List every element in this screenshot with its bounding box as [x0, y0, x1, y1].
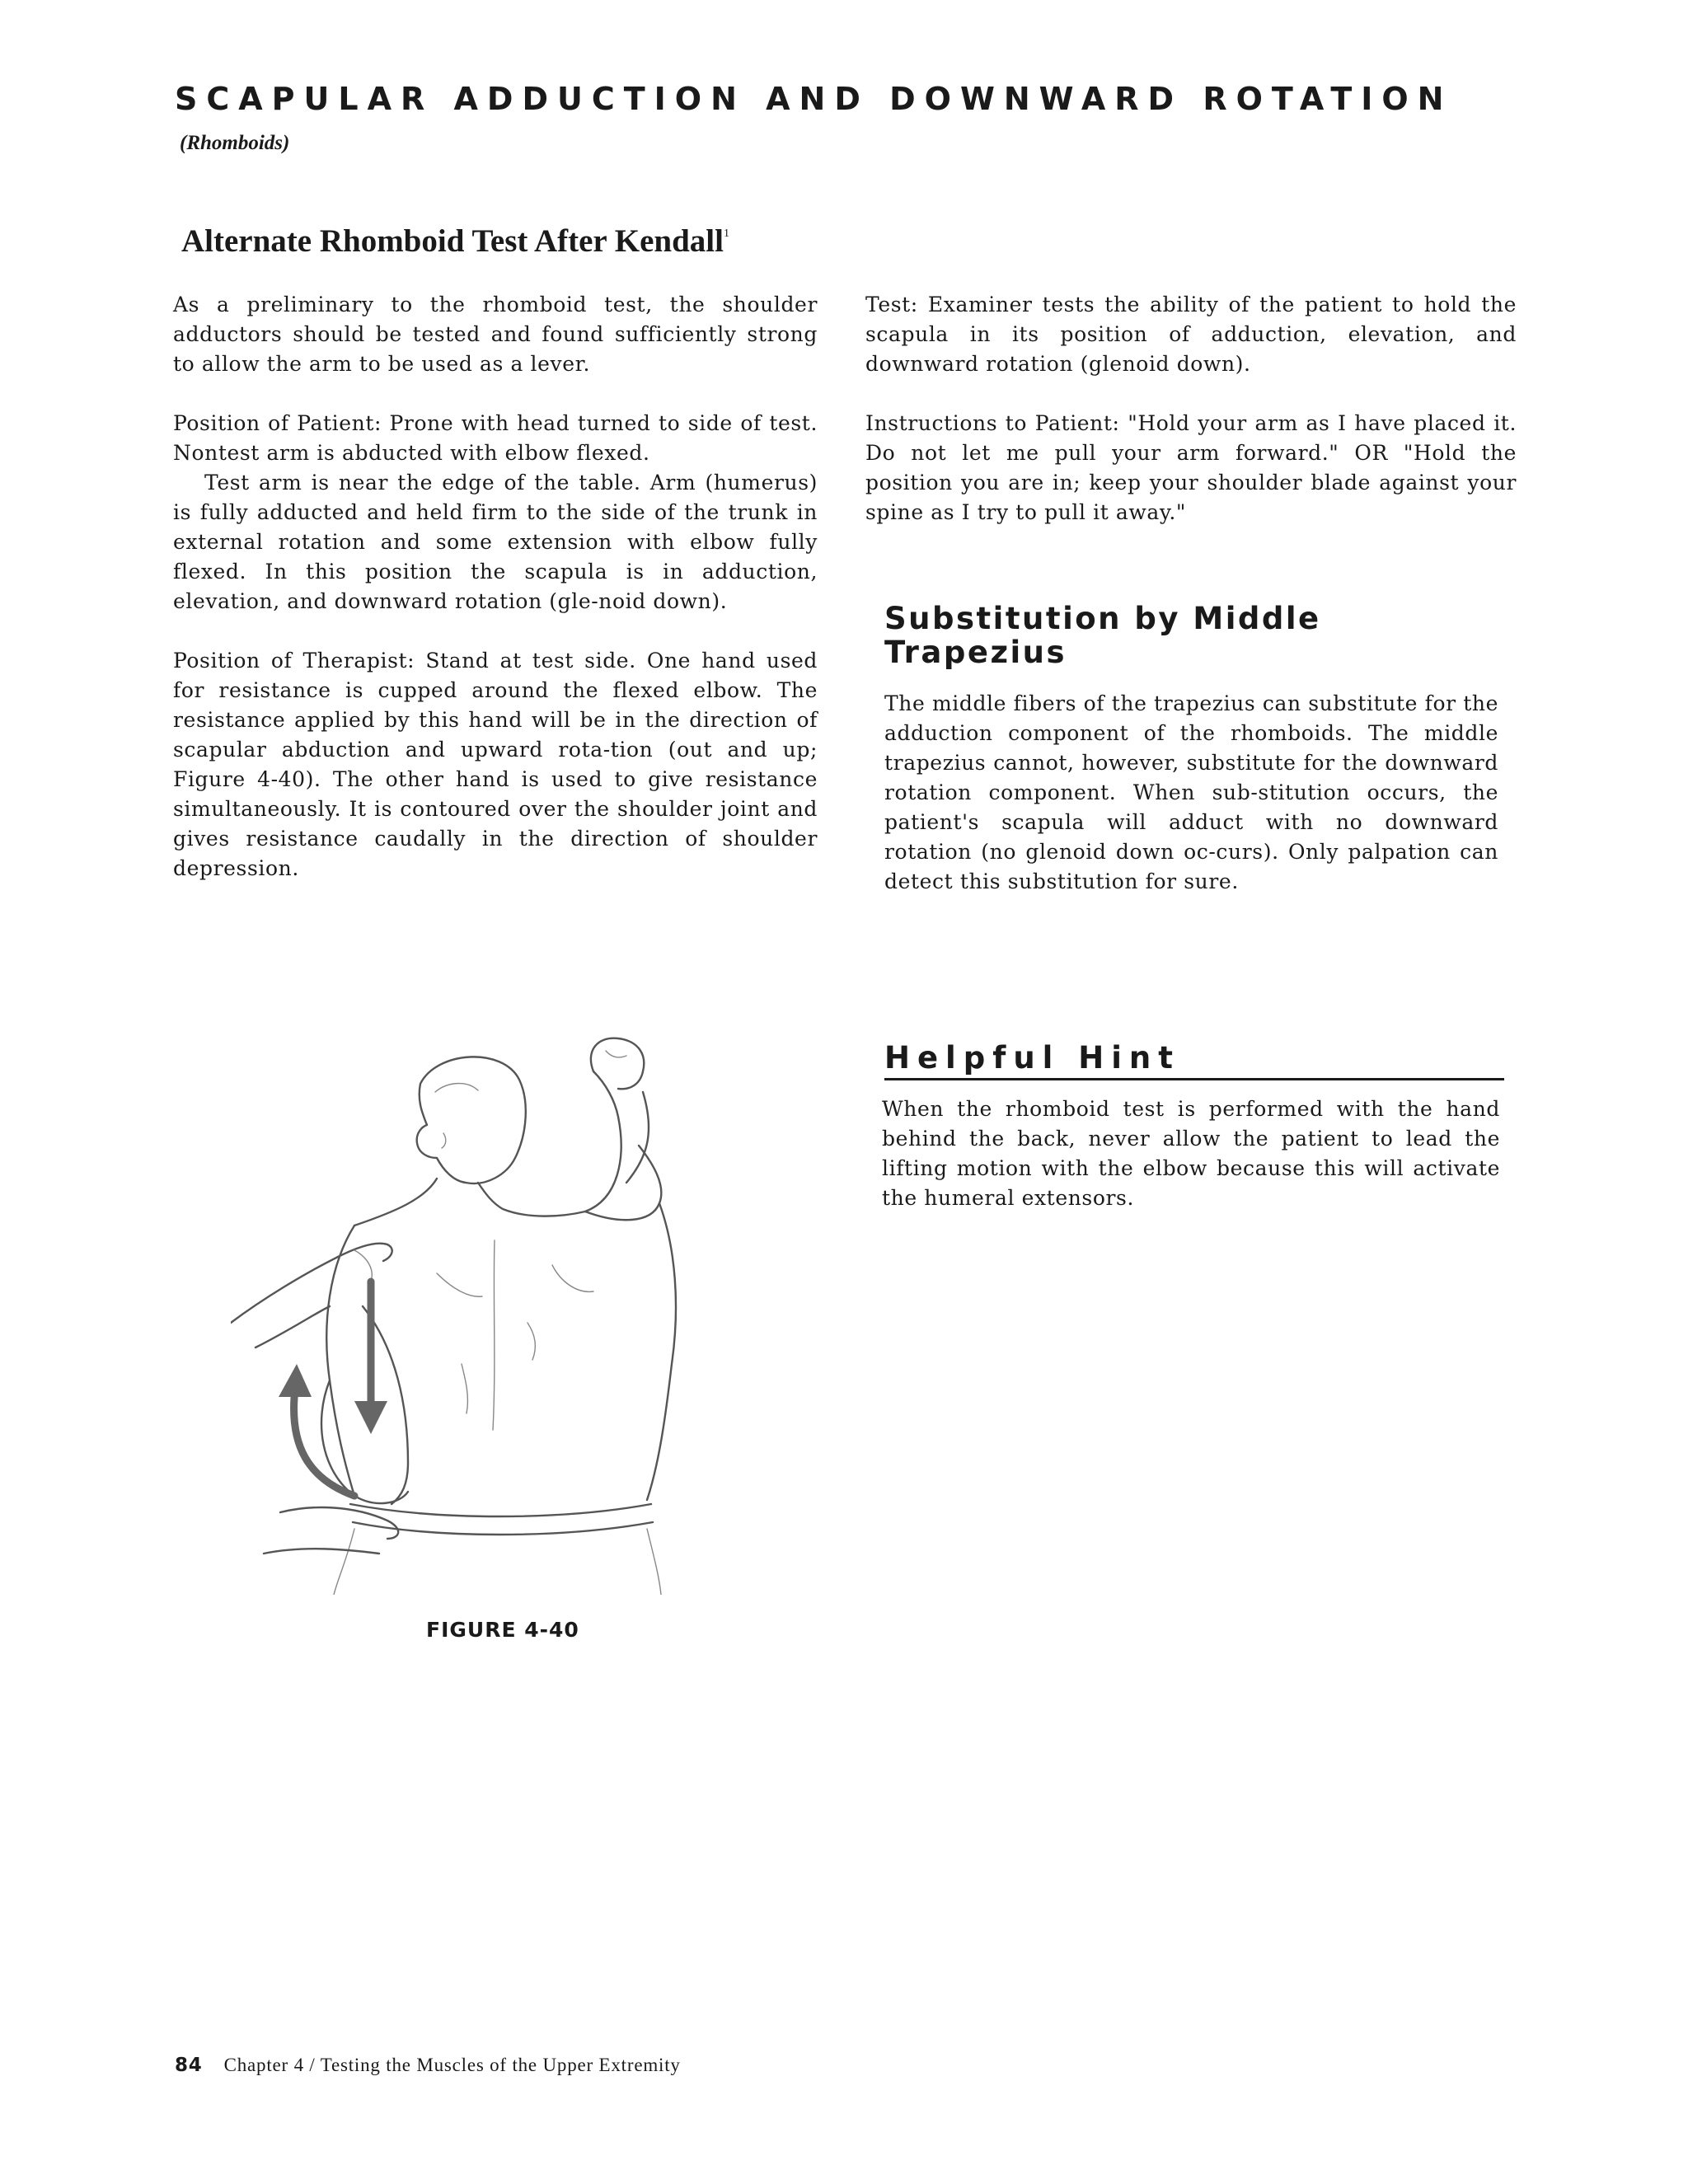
page-footer	[175, 2055, 681, 2076]
reference-superscript: 1	[723, 227, 729, 240]
position-therapist-paragraph: Position of Therapist: Stand at test side. One hand used for resistance is cupped around the flexed elbow. The resistance applied by this hand will be in the direction of scapular abduction and upward rota-tion (out and up; Figure 4-40). The other hand is used to give resistance simultaneously. It is contoured over the shoulder joint and gives resistance caudally in the direction of shoulder depression.	[173, 649, 818, 880]
helpful-hint-paragraph: When the rhomboid test is performed with the hand behind the back, never allow the patient to lead the lifting motion with the elbow because this will activate the humeral extensors.	[882, 1097, 1500, 1210]
position-patient-continuation-text: Test arm is near the edge of the table. Arm (humerus) is fully adducted and held firm to the side of the trunk in external rotation and some extension with elbow fully flexed. In this position the scapula is in adduction, elevation, and downward rotation (gle-noid down).	[173, 471, 818, 613]
muscle-subtitle: (Rhomboids)	[180, 132, 290, 154]
section-title-text: Alternate Rhomboid Test After Kendall	[181, 223, 724, 259]
left-column	[173, 290, 818, 883]
substitution-heading: Substitution by Middle Trapezius	[884, 601, 1321, 670]
position-patient-continuation	[173, 468, 818, 616]
position-patient-paragraph: Position of Patient: Prone with head turned to side of test. Nontest arm is abducted with elbow flexed.	[173, 411, 818, 465]
section-title	[181, 223, 729, 260]
figure-label: FIGURE 4-40	[426, 1618, 579, 1642]
substitution-paragraph: The middle fibers of the trapezius can substitute for the adduction component of the rhomboids. The middle trapezius cannot, however, substitute for the downward rotation component. When sub-stitution occurs, the patient's scapula will adduct with no downward rotation (no glenoid down oc-curs). Only palpation can detect this substitution for sure.	[884, 691, 1498, 893]
chapter-title: SCAPULAR ADDUCTION AND DOWNWARD ROTATION	[175, 81, 1453, 117]
substitution-section	[884, 602, 1498, 897]
helpful-hint-heading: Helpful Hint	[884, 1040, 1504, 1080]
therapist-hands	[231, 1244, 408, 1554]
helpful-hint-section	[882, 1094, 1500, 1213]
rhomboid-test-illustration	[231, 1034, 758, 1595]
resistance-arrows	[279, 1282, 387, 1496]
test-paragraph: Test: Examiner tests the ability of the patient to hold the scapula in its position of adduction, elevation, and downward rotation (glenoid down).	[865, 293, 1517, 376]
page-number: 84	[175, 2055, 203, 2076]
footer-chapter: Chapter 4 / Testing the Muscles of the Upper Extremity	[223, 2055, 681, 2075]
right-column-top	[865, 290, 1517, 527]
patient-figure	[326, 1038, 676, 1595]
intro-paragraph: As a preliminary to the rhomboid test, the shoulder adductors should be tested and found sufficiently strong to allow the arm to be used as a lever.	[173, 293, 818, 376]
instructions-paragraph: Instructions to Patient: "Hold your arm as I have placed it. Do not let me pull your arm forward." OR "Hold the position you are in; keep your shoulder blade against your spine as I try to pull it away."	[865, 411, 1517, 524]
